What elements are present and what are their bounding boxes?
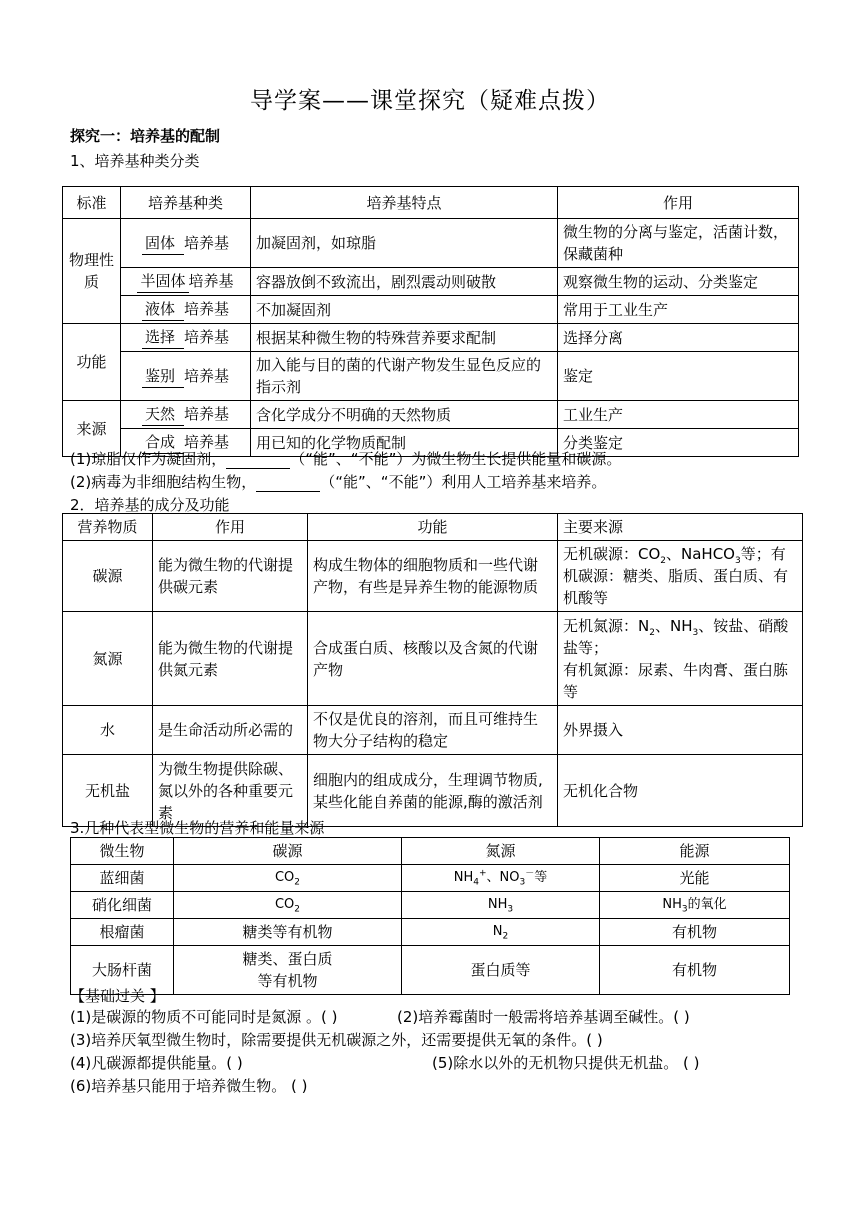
- nutrient-function: 构成生物体的细胞物质和一些代谢产物，有些是异养生物的能源物质: [308, 541, 558, 612]
- nutrient-function: 不仅是优良的溶剂，而且可维持生物大分子结构的稳定: [308, 706, 558, 755]
- subscript: 2: [294, 904, 301, 915]
- carbon-source: [174, 892, 402, 919]
- type-suffix: 培养基: [183, 328, 229, 346]
- question-2-text-b: （“能”、“不能”）利用人工培养基来培养。: [320, 473, 607, 491]
- feature-cell: 不加凝固剂: [251, 296, 558, 324]
- nutrient-source: [558, 541, 803, 612]
- type-suffix: 培养基: [183, 233, 229, 252]
- nutrient-role: 能为微生物的代谢提供氮元素: [153, 612, 308, 706]
- type-cell: [121, 219, 251, 268]
- feature-cell: 根据某种微生物的特殊营养要求配制: [251, 324, 558, 352]
- nitrogen-source: [402, 892, 600, 919]
- microbe-name: 大肠杆菌: [71, 946, 174, 995]
- formula-text: NH: [453, 870, 474, 885]
- type-fill: 固体: [142, 232, 184, 255]
- carbon-text: 等有机物: [257, 972, 318, 990]
- question-1-text-a: (1)琼脂仅作为凝固剂，: [70, 450, 227, 468]
- subscript: 3: [507, 904, 514, 915]
- page-title: 导学案——课堂探究（疑难点拨）: [250, 88, 610, 114]
- subscript: 2: [502, 931, 509, 942]
- type-cell: [121, 352, 251, 401]
- subscript: 4: [473, 877, 479, 888]
- formula-text: 等: [534, 870, 548, 885]
- type-fill: 合成: [142, 431, 184, 454]
- header-cell: 功能: [308, 514, 558, 541]
- nutrient-role: 为微生物提供除碳、氮以外的各种重要元素: [153, 755, 308, 827]
- nutrient-name: 无机盐: [63, 755, 153, 827]
- feature-cell: 加凝固剂，如琼脂: [251, 219, 558, 268]
- header-cell: 培养基种类: [121, 187, 251, 219]
- feature-cell: 含化学成分不明确的天然物质: [251, 401, 558, 429]
- use-cell: 鉴定: [558, 352, 799, 401]
- nutrient-source: 外界摄入: [558, 706, 803, 755]
- nutrient-name: 碳源: [63, 541, 153, 612]
- header-cell: 作用: [153, 514, 308, 541]
- type-suffix: 培养基: [183, 366, 229, 385]
- subsection-heading-3: 3.几种代表型微生物的营养和能量来源: [70, 819, 325, 837]
- carbon-source: [174, 946, 402, 995]
- subscript: 2: [294, 877, 301, 888]
- subsection-heading-2: 2．培养基的成分及功能: [70, 496, 230, 514]
- nutrient-name: 水: [63, 706, 153, 755]
- use-cell: 微生物的分离与鉴定，活菌计数，保藏菌种: [558, 219, 799, 268]
- microbe-name: 根瘤菌: [71, 919, 174, 946]
- source-text: 、铵盐、硝酸盐等；: [563, 616, 789, 657]
- nutrient-name: 氮源: [63, 612, 153, 706]
- group-cell-physical: 物理性质: [63, 219, 121, 324]
- type-cell: [121, 268, 251, 296]
- header-cell: 主要来源: [558, 514, 803, 541]
- energy-source: [600, 892, 790, 919]
- microbe-name: 蓝细菌: [71, 865, 174, 892]
- energy-source: 光能: [600, 865, 790, 892]
- type-fill: 选择: [142, 326, 184, 349]
- basics-heading: 【基础过关 】: [70, 987, 165, 1005]
- feature-cell: 容器放倒不致流出，剧烈震动则破散: [251, 268, 558, 296]
- nutrient-role: 是生命活动所必需的: [153, 706, 308, 755]
- formula-text: NH: [487, 897, 508, 912]
- subscript: 2: [660, 556, 667, 566]
- formula-text: N: [492, 924, 503, 939]
- source-text: 有机氮源：尿素、牛肉膏、蛋白胨等: [563, 660, 789, 701]
- formula-text: 、NO: [486, 870, 520, 885]
- carbon-source: [174, 865, 402, 892]
- type-suffix: 培养基: [183, 300, 229, 318]
- nutrient-source: [558, 612, 803, 706]
- nutrient-function: 合成蛋白质、核酸以及含氮的代谢产物: [308, 612, 558, 706]
- basics-item-6: (6)培养基只能用于培养微生物。 ( ): [70, 1077, 308, 1095]
- basics-item-4: (4)凡碳源都提供能量。( ): [70, 1054, 243, 1072]
- subscript: 3: [692, 627, 699, 638]
- formula-text: NH: [662, 897, 682, 912]
- source-text: 等；有机碳源：糖类、脂质、蛋白质、有机酸等: [563, 545, 789, 607]
- source-text: 、NaHCO: [666, 545, 735, 563]
- nutrient-role: 能为微生物的代谢提供碳元素: [153, 541, 308, 612]
- nitrogen-source: [402, 919, 600, 946]
- type-fill: 半固体: [137, 270, 188, 293]
- carbon-source: 糖类等有机物: [174, 919, 402, 946]
- use-cell: 观察微生物的运动、分类鉴定: [558, 268, 799, 296]
- subscript: 3: [735, 556, 741, 566]
- question-1-text-b: （“能”、“不能”）为微生物生长提供能量和碳源。: [290, 450, 622, 468]
- basics-item-2: (2)培养霉菌时一般需将培养基调至碱性。( ): [397, 1008, 690, 1026]
- superscript: －: [525, 868, 535, 879]
- formula-text: 的氧化: [687, 897, 727, 912]
- question-2: [70, 471, 606, 492]
- type-suffix: 培养基: [188, 272, 234, 290]
- basics-item-5: (5)除水以外的无机物只提供无机盐。 ( ): [432, 1054, 700, 1072]
- basics-item-3: (3)培养厌氧型微生物时，除需要提供无机碳源之外，还需要提供无氧的条件。( ): [70, 1031, 603, 1049]
- section-heading: 探究一：培养基的配制: [70, 127, 221, 145]
- type-cell: [121, 401, 251, 429]
- header-cell: 能源: [600, 838, 790, 865]
- nitrogen-source: 蛋白质等: [402, 946, 600, 995]
- header-cell: 微生物: [71, 838, 174, 865]
- header-cell: 作用: [558, 187, 799, 219]
- question-1: [70, 448, 621, 469]
- type-cell: [121, 296, 251, 324]
- question-2-text-a: (2)病毒为非细胞结构生物，: [70, 473, 257, 491]
- header-cell: 标准: [63, 187, 121, 219]
- header-cell: 培养基特点: [251, 187, 558, 219]
- microbe-name: 硝化细菌: [71, 892, 174, 919]
- header-cell: 氮源: [402, 838, 600, 865]
- microbe-table: [70, 837, 790, 995]
- header-cell: 碳源: [174, 838, 402, 865]
- subsection-heading-1: 1、培养基种类分类: [70, 152, 200, 170]
- source-text: 、NH: [654, 616, 693, 635]
- subscript: 3: [519, 877, 526, 888]
- energy-source: 有机物: [600, 946, 790, 995]
- type-suffix: 培养基: [183, 433, 229, 451]
- header-cell: 营养物质: [63, 514, 153, 541]
- group-cell-source: 来源: [63, 401, 121, 457]
- group-cell-function: 功能: [63, 324, 121, 401]
- subscript: 2: [649, 627, 655, 638]
- nutrient-function: 细胞内的组成成分，生理调节物质,某些化能自养菌的能源,酶的激活剂: [308, 755, 558, 827]
- answer-blank[interactable]: [226, 452, 290, 469]
- type-suffix: 培养基: [183, 405, 229, 423]
- type-fill: 天然: [142, 403, 184, 426]
- nitrogen-source: [402, 865, 600, 892]
- type-fill: 液体: [142, 298, 184, 321]
- energy-source: 有机物: [600, 919, 790, 946]
- basics-item-1: (1)是碳源的物质不可能同时是氮源 。( ): [70, 1008, 338, 1026]
- type-fill: 鉴别: [142, 365, 184, 388]
- use-cell: 工业生产: [558, 401, 799, 429]
- source-text: 无机碳源：CO: [563, 545, 661, 563]
- subscript: 3: [681, 904, 688, 915]
- superscript: +: [478, 868, 487, 879]
- answer-blank[interactable]: [256, 475, 320, 492]
- carbon-text: 糖类、蛋白质: [242, 950, 333, 968]
- type-cell: [121, 324, 251, 352]
- nutrient-table: [62, 513, 803, 827]
- use-cell: 选择分离: [558, 324, 799, 352]
- medium-types-table: [62, 186, 799, 457]
- feature-cell: 用已知的化学物质配制: [251, 429, 558, 457]
- formula-text: CO: [274, 870, 295, 885]
- formula-text: CO: [274, 897, 295, 912]
- nutrient-source: 无机化合物: [558, 755, 803, 827]
- use-cell: 分类鉴定: [558, 429, 799, 457]
- source-text: 无机氮源：N: [563, 616, 650, 635]
- use-cell: 常用于工业生产: [558, 296, 799, 324]
- feature-cell: 加入能与目的菌的代谢产物发生显色反应的指示剂: [251, 352, 558, 401]
